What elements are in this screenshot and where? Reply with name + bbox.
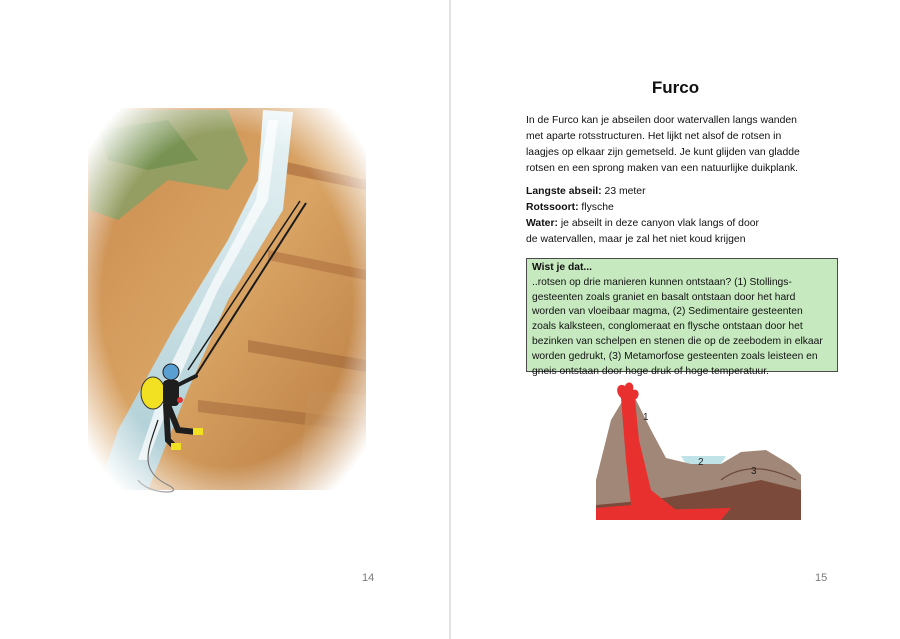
did-you-know-line: ..rotsen op drie manieren kunnen ontstaan? (1) Stollings- [532,276,792,288]
facts-list [526,184,826,248]
fact-longest-abseil [526,184,826,200]
page-title: Furco [651,78,700,97]
diagram-label-3: 3 [751,466,757,477]
intro-line: rotsen en een sprong maken van een natuurlijke duikplank. [526,163,799,174]
intro-line: In de Furco kan je abseilen door watervallen langs wanden [526,115,797,126]
fact-water-continued: de watervallen, maar je zal het niet koud krijgen [526,234,746,245]
did-you-know-line: worden gedrukt, (3) Metamorfose gesteenten zoals leisteen en [532,350,818,362]
intro-line: laagjes op elkaar zijn gemetseld. Je kunt glijden van gladde [526,147,800,158]
did-you-know-line: worden van vloeibaar magma, (2) Sedimentaire gesteenten [532,306,803,318]
fact-rock-type [526,200,826,216]
fact-label: Water: [526,218,558,229]
right-page [451,0,900,639]
page-number-left: 14 [362,572,375,584]
did-you-know-line: zoals kalksteen, conglomeraat en flysche ontstaan door het [532,321,803,333]
fact-value: flysche [578,202,614,213]
intro-line: met aparte rotsstructuren. Het lijkt net alsof de rotsen in [526,131,782,142]
diagram-label-2: 2 [698,457,704,468]
page-number-right: 15 [815,572,828,584]
intro-paragraph [526,113,826,177]
left-page [0,0,449,639]
fact-label: Langste abseil: [526,186,602,197]
fact-value: 23 meter [601,186,646,197]
diagram-label-1: 1 [643,412,649,423]
fact-label: Rotssoort: [526,202,579,213]
rock-cycle-volcano-diagram-icon [591,380,801,528]
did-you-know-line: gneis ontstaan door hoge druk of hoge temperatuur. [532,365,769,377]
did-you-know-box [526,258,838,377]
canyoneer-rappelling-waterfall-icon [78,100,376,498]
fact-water [526,216,826,232]
fact-value: je abseilt in deze canyon vlak langs of door [557,218,759,229]
did-you-know-line: bezinken van schelpen en stenen die op de zeebodem in elkaar [532,335,823,347]
did-you-know-title: Wist je dat... [532,262,592,273]
did-you-know-line: gesteenten zoals graniet en basalt ontstaan door het hard [532,291,796,303]
